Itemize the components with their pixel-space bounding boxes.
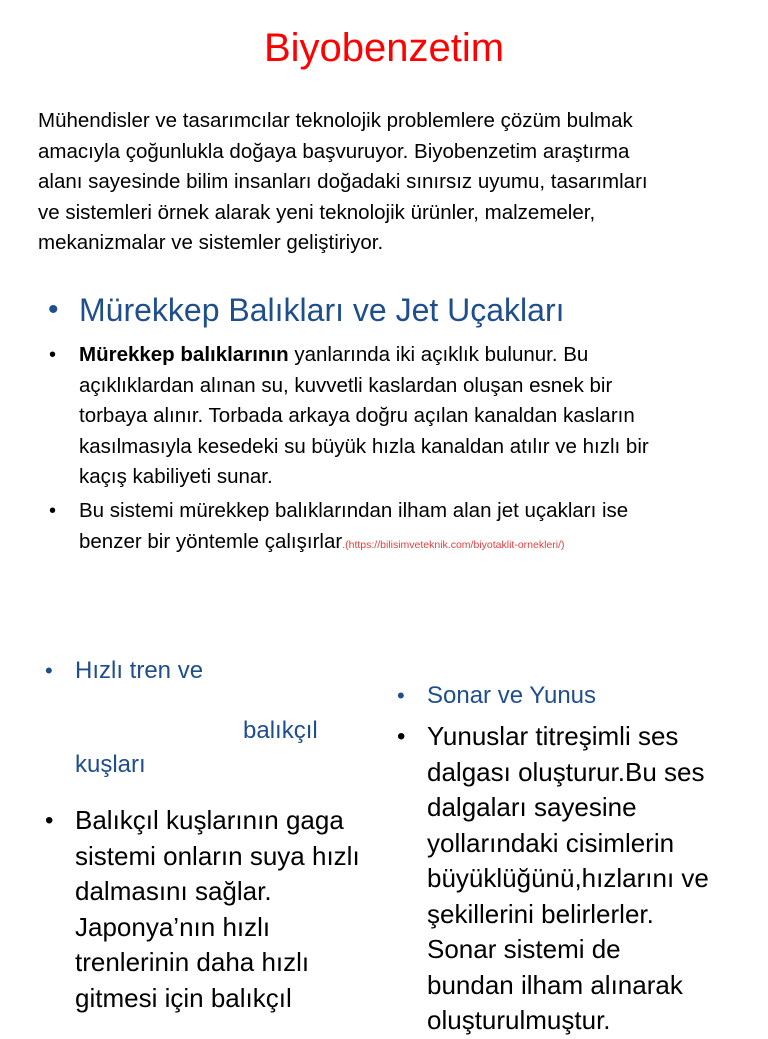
heading-line: Hızlı tren ve bbox=[75, 657, 204, 684]
bullet-line: torbaya alınır. Torbada arkaya doğru açılan kanaldan kasların bbox=[79, 404, 635, 427]
heading-line: balıkçıl bbox=[243, 717, 318, 744]
bullet-line: yanlarında iki açıklık bulunur. Bu bbox=[288, 343, 589, 366]
body-line: dalgaları sayesine bbox=[427, 792, 637, 822]
body-line: Balıkçıl kuşlarının gaga bbox=[75, 805, 344, 835]
heading-sonar-dolphin bbox=[397, 679, 737, 713]
source-link[interactable]: .(https://bilisimveteknik.com/biyotaklit-ornekleri/) bbox=[342, 538, 565, 551]
bullet-item-squid bbox=[49, 340, 739, 493]
body-line: gitmesi için balıkçıl bbox=[75, 982, 292, 1013]
body-line: oluşturulmuştur. bbox=[427, 1005, 611, 1035]
bullet-item-text bbox=[79, 496, 739, 560]
bullet-icon: • bbox=[397, 723, 406, 750]
bullet-icon: • bbox=[49, 500, 57, 522]
bullet-line: kasılmasıyla kesedeki su büyük hızla kanaldan atılır ve hızlı bir bbox=[79, 434, 649, 458]
body-line: dalgası oluşturur.Bu ses bbox=[427, 756, 705, 787]
bullet-line: Bu sistemi mürekkep balıklarından ilham alan jet uçakları ise bbox=[79, 499, 629, 522]
body-line: Japonya’nın hızlı bbox=[75, 911, 271, 942]
intro-line: mekanizmalar ve sistemler geliştiriyor. bbox=[38, 231, 384, 254]
bullet-line: kaçış kabiliyeti sunar. bbox=[79, 465, 273, 488]
bullet-icon: • bbox=[49, 344, 57, 366]
body-line: yollarındaki cisimlerin bbox=[427, 827, 675, 858]
body-line: bundan ilham alınarak bbox=[427, 969, 683, 1000]
body-text bbox=[75, 803, 385, 1016]
intro-paragraph bbox=[38, 106, 738, 259]
body-line: Yunuslar titreşimli ses bbox=[427, 721, 679, 751]
body-sonar-dolphin bbox=[397, 719, 747, 1039]
intro-line: Mühendisler ve tasarımcılar teknolojik problemlere çözüm bulmak bbox=[38, 109, 633, 132]
body-line: Sonar sistemi de bbox=[427, 934, 621, 964]
bullet-item-text bbox=[79, 340, 739, 493]
bullet-item-jet bbox=[49, 496, 739, 560]
bullet-icon: • bbox=[45, 807, 54, 834]
section-heading-text: Mürekkep Balıkları ve Jet Uçakları bbox=[79, 292, 565, 328]
bullet-icon: • bbox=[48, 293, 59, 326]
page-title: Biyobenzetim bbox=[263, 26, 505, 70]
heading-train-heron bbox=[45, 654, 365, 782]
intro-line: amacıyla çoğunlukla doğaya başvuruyor. Biyobenzetim araştırma bbox=[38, 139, 630, 163]
body-line: şekillerini belirlerler. bbox=[427, 898, 654, 929]
body-train-heron bbox=[45, 803, 385, 1016]
intro-line: ve sistemleri örnek alarak yeni teknolojik ürünler, malzemeler, bbox=[38, 200, 596, 224]
intro-line: alanı sayesinde bilim insanları doğadaki sınırsız uyumu, tasarımları bbox=[38, 170, 648, 193]
bold-term: Mürekkep balıklarının bbox=[79, 343, 289, 366]
body-line: sistemi onların suya hızlı bbox=[75, 840, 360, 871]
heading-line: Sonar ve Yunus bbox=[427, 682, 597, 709]
body-text bbox=[427, 719, 747, 1039]
body-line: dalmasını sağlar. bbox=[75, 876, 272, 906]
section-heading-squid-jet bbox=[48, 288, 565, 332]
bullet-line: açıklıklardan alınan su, kuvvetli kaslardan oluşan esnek bir bbox=[79, 373, 613, 397]
heading-line: kuşları bbox=[75, 751, 146, 778]
body-line: büyüklüğünü,hızlarını ve bbox=[427, 863, 709, 893]
bullet-icon: • bbox=[45, 658, 53, 683]
body-line: trenlerinin daha hızlı bbox=[75, 947, 310, 977]
bullet-icon: • bbox=[397, 683, 405, 708]
bullet-line: benzer bir yöntemle çalışırlar bbox=[79, 529, 343, 553]
